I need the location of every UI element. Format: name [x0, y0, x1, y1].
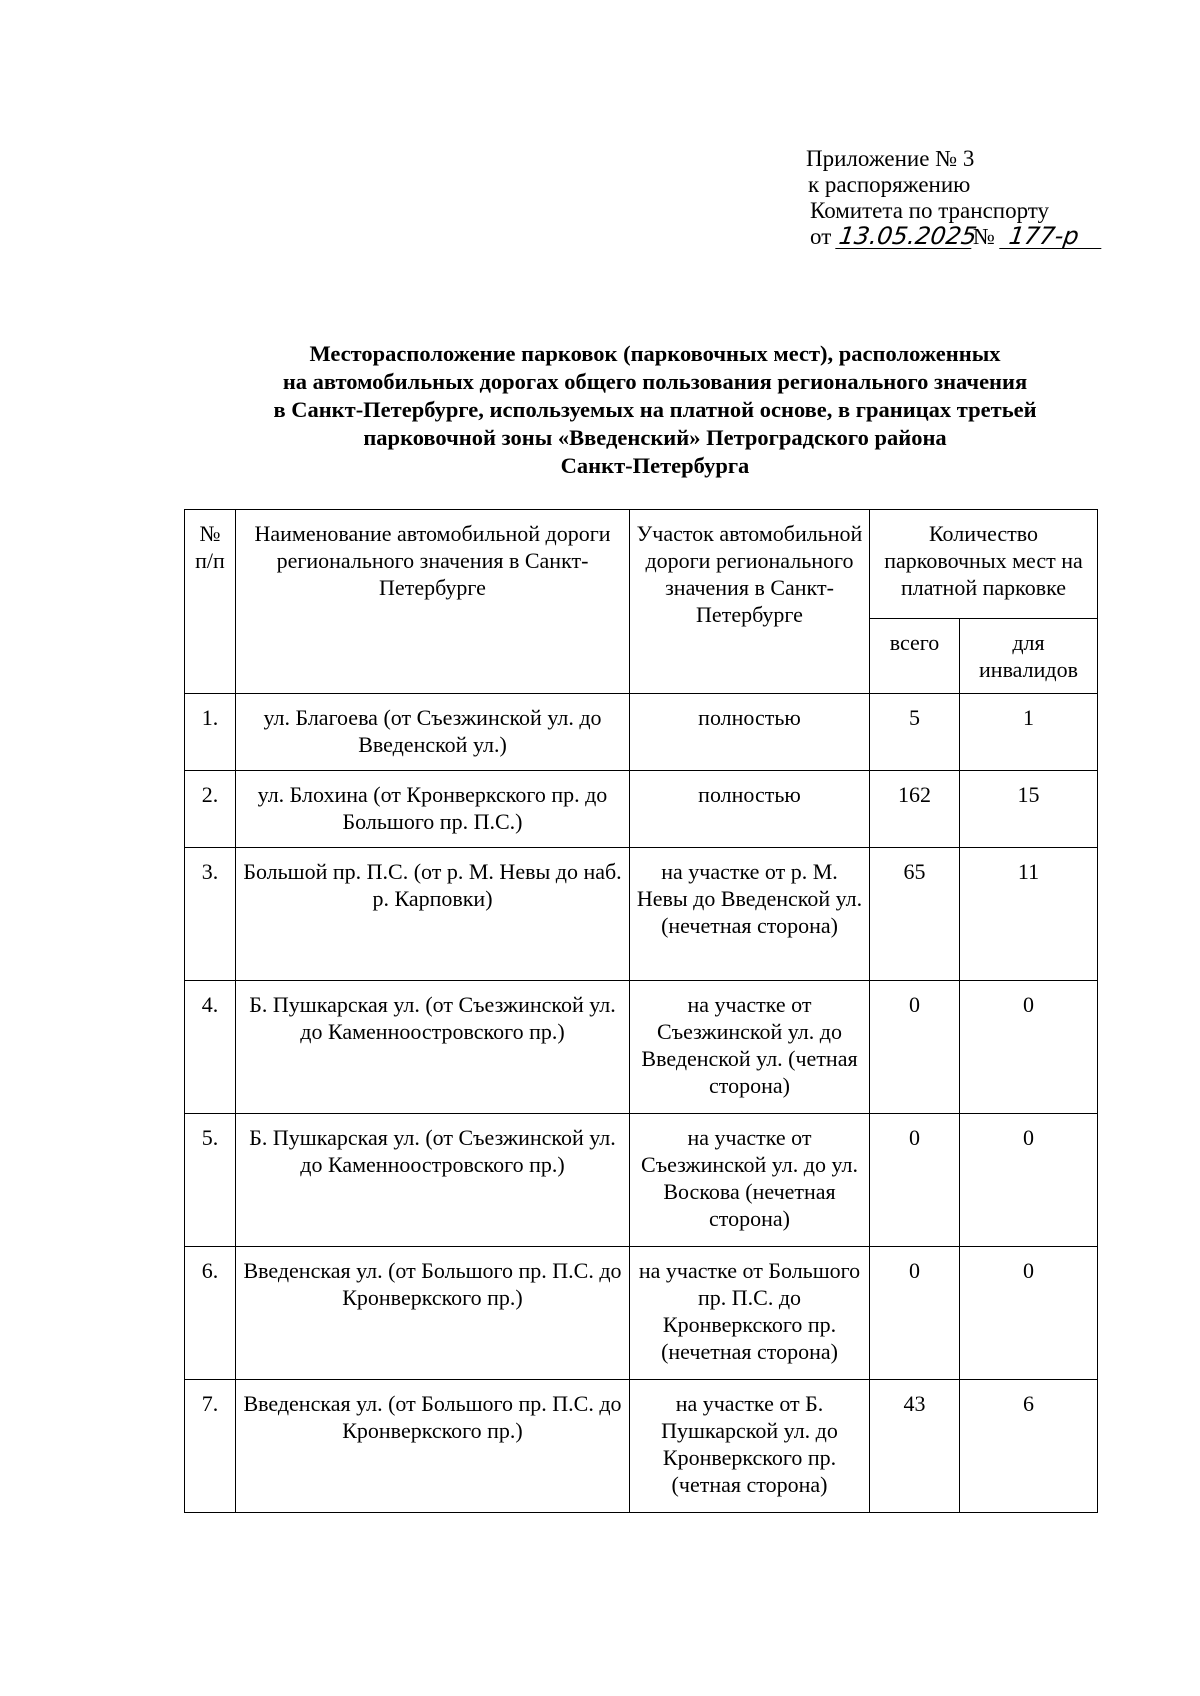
- handwritten-number: 177-р: [999, 224, 1105, 249]
- title-line: в Санкт-Петербурге, используемых на платной основе, в границах третьей: [273, 397, 1037, 422]
- row-num: 2.: [185, 771, 236, 848]
- row-num: 1.: [185, 694, 236, 771]
- appendix-block: [806, 146, 1103, 250]
- header-road: Наименование автомобильной дороги регионального значения в Санкт-Петербурге: [236, 510, 630, 694]
- row-total: 162: [870, 771, 960, 848]
- row-road: Введенская ул. (от Большого пр. П.С. до Кронверкского пр.): [236, 1380, 630, 1513]
- table-row: [185, 1247, 1098, 1380]
- title-line: парковочной зоны «Введенский» Петроградского района: [363, 425, 947, 450]
- row-total: 65: [870, 848, 960, 981]
- table-row: [185, 1380, 1098, 1513]
- row-section: полностью: [630, 694, 870, 771]
- table-row: [185, 848, 1098, 981]
- from-label: от: [810, 224, 832, 249]
- appendix-committee: Комитета по транспорту: [810, 198, 1050, 223]
- row-num: 3.: [185, 848, 236, 981]
- row-total: 5: [870, 694, 960, 771]
- title-line: Санкт-Петербурга: [560, 453, 750, 478]
- row-section: на участке от Съезжинской ул. до ул. Воскова (нечетная сторона): [630, 1114, 870, 1247]
- header-disabled: для инвалидов: [960, 619, 1098, 694]
- row-section: на участке от Съезжинской ул. до Введенской ул. (четная сторона): [630, 981, 870, 1114]
- row-num: 7.: [185, 1380, 236, 1513]
- row-total: 43: [870, 1380, 960, 1513]
- row-total: 0: [870, 1247, 960, 1380]
- row-road: Б. Пушкарская ул. (от Съезжинской ул. до Каменноостровского пр.): [236, 981, 630, 1114]
- row-section: полностью: [630, 771, 870, 848]
- title-line: Месторасположение парковок (парковочных мест), расположенных: [309, 341, 1001, 366]
- title-line: на автомобильных дорогах общего пользования регионального значения: [282, 369, 1028, 394]
- row-section: на участке от Большого пр. П.С. до Кронверкского пр. (нечетная сторона): [630, 1247, 870, 1380]
- table-row: [185, 1114, 1098, 1247]
- appendix-date-number: [806, 224, 1103, 250]
- row-section: на участке от р. М. Невы до Введенской ул. (нечетная сторона): [630, 848, 870, 981]
- row-section: на участке от Б. Пушкарской ул. до Кронверкского пр. (четная сторона): [630, 1380, 870, 1513]
- row-disabled: 15: [960, 771, 1098, 848]
- document-title: [130, 340, 1180, 480]
- row-disabled: 11: [960, 848, 1098, 981]
- row-road: ул. Блохина (от Кронверкского пр. до Большого пр. П.С.): [236, 771, 630, 848]
- header-total: всего: [870, 619, 960, 694]
- row-total: 0: [870, 981, 960, 1114]
- row-total: 0: [870, 1114, 960, 1247]
- row-disabled: 6: [960, 1380, 1098, 1513]
- row-road: Б. Пушкарская ул. (от Съезжинской ул. до Каменноостровского пр.): [236, 1114, 630, 1247]
- row-road: ул. Благоева (от Съезжинской ул. до Введенской ул.): [236, 694, 630, 771]
- row-disabled: 0: [960, 1247, 1098, 1380]
- row-num: 5.: [185, 1114, 236, 1247]
- row-road: Большой пр. П.С. (от р. М. Невы до наб. р. Карповки): [236, 848, 630, 981]
- table-row: [185, 771, 1098, 848]
- appendix-title: Приложение № 3: [806, 146, 975, 171]
- handwritten-date: 13.05.2025: [837, 222, 979, 250]
- row-num: 6.: [185, 1247, 236, 1380]
- row-disabled: 0: [960, 1114, 1098, 1247]
- row-disabled: 1: [960, 694, 1098, 771]
- table-row: [185, 981, 1098, 1114]
- row-road: Введенская ул. (от Большого пр. П.С. до Кронверкского пр.): [236, 1247, 630, 1380]
- table-row: [185, 694, 1098, 771]
- header-section: Участок автомобильной дороги регионального значения в Санкт-Петербурге: [630, 510, 870, 694]
- number-label: №: [973, 224, 995, 249]
- header-num: № п/п: [185, 510, 236, 694]
- row-disabled: 0: [960, 981, 1098, 1114]
- parking-table: [184, 509, 1098, 1513]
- row-num: 4.: [185, 981, 236, 1114]
- header-count-group: Количество парковочных мест на платной парковке: [870, 510, 1098, 619]
- appendix-to-order: к распоряжению: [808, 172, 971, 197]
